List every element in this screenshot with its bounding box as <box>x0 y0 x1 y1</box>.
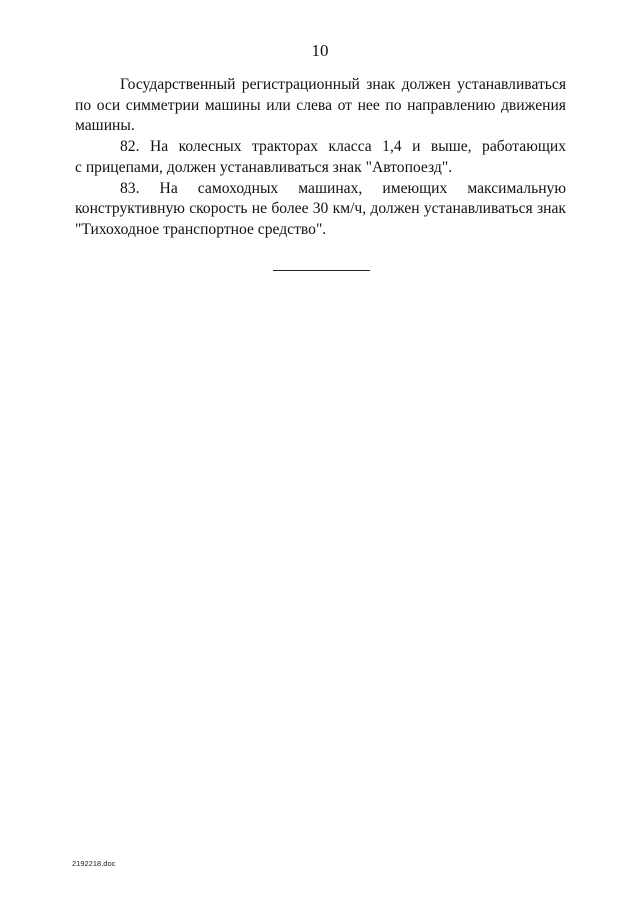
text-line: 82. На колесных тракторах класса 1,4 и выше, работающих <box>120 138 566 156</box>
paragraph-83 <box>75 179 566 241</box>
text-line: Государственный регистрационный знак должен устанавливаться <box>120 76 566 93</box>
paragraph-registration-sign <box>75 75 566 137</box>
page-number: 10 <box>311 41 329 60</box>
text-line: по оси симметрии машины или слева от нее по направлению движения <box>75 96 566 114</box>
text-line: 83. На самоходных машинах, имеющих максимальную <box>120 179 566 197</box>
text-line: машины. <box>75 117 135 135</box>
end-divider <box>273 270 370 271</box>
text-line: конструктивную скорость не более 30 км/ч, должен устанавливаться знак <box>75 200 566 218</box>
text-line: с прицепами, должен устанавливаться знак "Автопоезд". <box>75 158 453 176</box>
text-line: "Тихоходное транспортное средство". <box>75 220 327 238</box>
paragraph-82 <box>75 137 566 178</box>
document-body <box>75 75 566 241</box>
footer-file-code: 2192218.doc <box>72 859 116 868</box>
